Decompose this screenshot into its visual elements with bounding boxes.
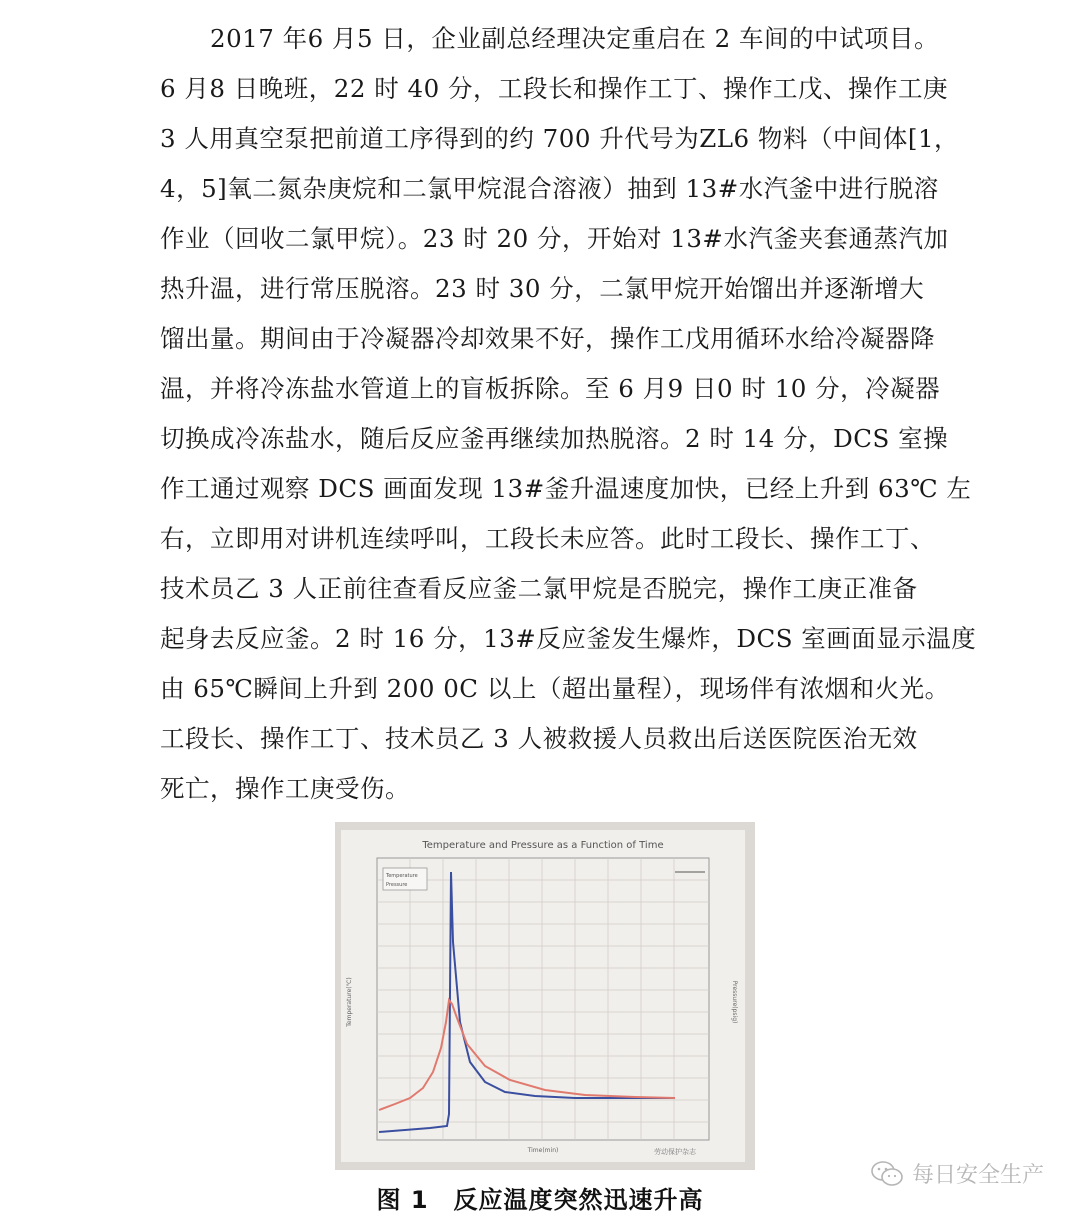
article-line: 死亡，操作工庚受伤。: [160, 774, 410, 803]
article-line: 3 人用真空泵把前道工序得到的约 700 升代号为ZL6 物料（中间体[1，: [160, 124, 960, 153]
account-watermark: [870, 1158, 1044, 1189]
article-line: 切换成冷冻盐水，随后反应釜再继续加热脱溶。2 时 14 分，DCS 室操: [160, 424, 949, 453]
photo-legend-temperature: Temperature: [386, 873, 418, 879]
article-line: 作业（回收二氯甲烷）。23 时 20 分，开始对 13#水汽釜夹套通蒸汽加: [160, 224, 949, 253]
photo-watermark: 劳动保护杂志: [654, 1148, 696, 1156]
article-line: 馏出量。期间由于冷凝器冷却效果不好，操作工戊用循环水给冷凝器降: [160, 324, 935, 353]
article-line: 4，5]氧二氮杂庚烷和二氯甲烷混合溶液）抽到 13#水汽釜中进行脱溶: [160, 174, 939, 203]
figure-photo: [335, 822, 755, 1170]
article-line: 右，立即用对讲机连续呼叫，工段长未应答。此时工段长、操作工丁、: [160, 524, 935, 553]
figure-caption: 图 1 反应温度突然迅速升高: [376, 1186, 704, 1214]
article-line: 6 月8 日晚班，22 时 40 分，工段长和操作工丁、操作工戊、操作工庚: [160, 74, 948, 103]
article-line: 起身去反应釜。2 时 16 分，13#反应釜发生爆炸，DCS 室画面显示温度: [160, 624, 977, 653]
article-line: 技术员乙 3 人正前往查看反应釜二氯甲烷是否脱完，操作工庚正准备: [160, 574, 918, 603]
photo-x-axis-label: Time(min): [527, 1147, 559, 1154]
article-line: 温，并将冷冻盐水管道上的盲板拆除。至 6 月9 日0 时 10 分，冷凝器: [160, 374, 941, 403]
chart-photo-svg: [335, 822, 755, 1170]
article-line: 工段长、操作工丁、技术员乙 3 人被救援人员救出后送医院医治无效: [160, 724, 918, 753]
article-body: [160, 14, 977, 814]
article-line: 作工通过观察 DCS 画面发现 13#釜升温速度加快，已经上升到 63℃ 左: [160, 474, 972, 503]
photo-chart-title: Temperature and Pressure as a Function of Time: [422, 840, 664, 851]
article-line: 热升温，进行常压脱溶。23 时 30 分，二氯甲烷开始馏出并逐渐增大: [160, 274, 925, 303]
wechat-icon: [870, 1160, 904, 1188]
watermark-text: 每日安全生产: [911, 1163, 1044, 1188]
photo-legend-pressure: Pressure: [386, 882, 408, 888]
photo-y-axis-label: Temperature(℃): [346, 977, 353, 1027]
photo-y2-axis-label: Pressure(psig): [731, 980, 738, 1024]
article-line: 2017 年6 月5 日，企业副总经理决定重启在 2 车间的中试项目。: [160, 24, 940, 53]
article-line: 由 65℃瞬间上升到 200 0C 以上（超出量程），现场伴有浓烟和火光。: [160, 674, 950, 703]
